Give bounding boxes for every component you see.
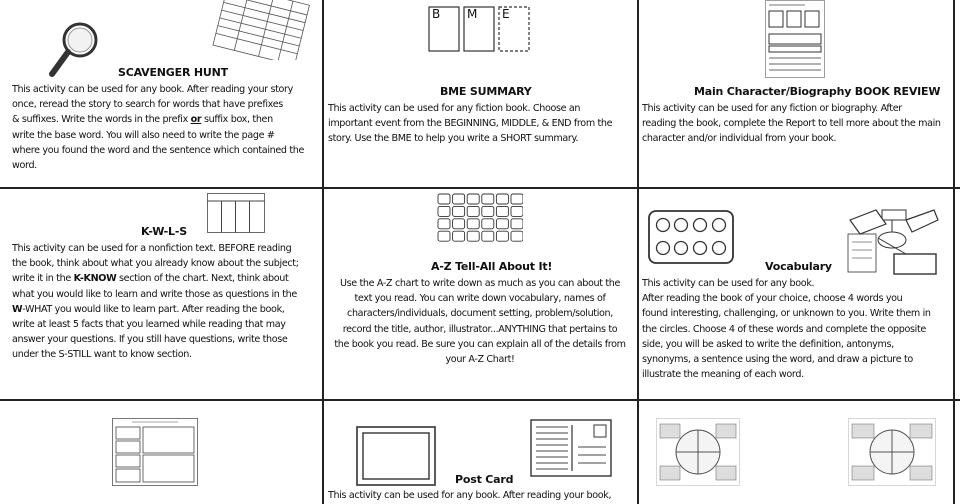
text-line: answer your questions. If you still have questions, write those — [12, 334, 288, 346]
a-z-description — [324, 276, 636, 367]
a-z-box — [496, 219, 508, 229]
column-divider-3 — [953, 0, 955, 504]
text-line: This activity can be used for any book. — [642, 278, 815, 289]
text-line: synonyms, a sentence using the word, and draw a picture to — [642, 354, 913, 366]
text-line: write the base word. You will also need to write the page # — [12, 129, 275, 141]
column-divider-1 — [322, 0, 324, 504]
text-line: write at least 5 facts that you learned while reading that may — [12, 319, 286, 331]
emphasis-k-know: K-KNOW — [73, 273, 117, 285]
text-line: text you read. You can write down vocabulary, names of — [354, 293, 606, 305]
picture-frame-thumbnail — [356, 426, 436, 486]
text-line: character and/or individual from your book. — [642, 133, 837, 145]
text-line: This activity can be used for any book. After reading your story — [12, 84, 293, 95]
bme-letter-e: E — [502, 7, 510, 21]
bme-letter-m: M — [467, 7, 478, 21]
text-line — [12, 271, 322, 286]
a-z-box — [453, 206, 465, 216]
circle-organizer-thumbnail-2 — [848, 418, 936, 486]
story-map-thumbnail — [112, 418, 198, 486]
text-line: reading the book, complete the Report to tell more about the main — [642, 118, 941, 130]
word-chart-thumbnail — [210, 0, 310, 60]
row-divider-2 — [0, 399, 960, 401]
bme-summary-title: BME SUMMARY — [440, 85, 532, 98]
text-line: the circles. Choose 4 of these words and complete the opposite — [642, 323, 926, 335]
magnifying-glass-icon — [44, 18, 104, 82]
a-z-box — [453, 194, 465, 204]
scavenger-hunt-title: SCAVENGER HUNT — [118, 66, 228, 79]
text-line — [12, 302, 322, 317]
text-line: side, you will be asked to write the definition, antonyms, — [642, 338, 894, 350]
a-z-box — [438, 231, 450, 241]
vocabulary-description — [642, 276, 954, 382]
kwls-description — [12, 241, 322, 363]
column-divider-2 — [637, 0, 639, 504]
text-segment: & suffixes. Write the words in the prefix — [12, 114, 191, 126]
text-line: This activity can be used for a nonfiction text. BEFORE reading — [12, 243, 292, 254]
emphasis-or: or — [190, 114, 202, 126]
text-segment: write it in the — [12, 273, 74, 285]
text-line: what you would like to learn and write those as questions in the — [12, 288, 297, 300]
scavenger-hunt-description — [12, 82, 322, 173]
a-z-box — [467, 231, 479, 241]
vocabulary-circles-thumbnail — [648, 210, 734, 264]
text-line: Use the A-Z chart to write down as much as you can about the — [339, 278, 621, 289]
a-z-chart-thumbnail — [437, 193, 523, 243]
a-z-box — [438, 206, 450, 216]
text-line: This activity can be used for any fiction or biography. After — [642, 103, 902, 114]
circle-organizer-thumbnail-1 — [656, 418, 740, 486]
main-character-title: Main Character/Biography BOOK REVIEW — [694, 85, 941, 98]
text-line: important event from the BEGINNING, MIDDLE, & END from the — [328, 118, 613, 130]
bme-summary-description — [328, 101, 634, 147]
a-z-title: A-Z Tell-All About It! — [431, 260, 553, 273]
bme-chart-thumbnail — [428, 6, 530, 52]
bme-letter-b: B — [432, 7, 441, 21]
text-line: This activity can be used for any fiction book. Choose an — [328, 103, 581, 114]
post-card-description — [328, 488, 640, 503]
a-z-box — [482, 206, 494, 216]
book-review-thumbnail — [765, 0, 825, 78]
text-line — [12, 112, 322, 127]
a-z-box — [453, 231, 465, 241]
a-z-box — [482, 231, 494, 241]
a-z-box — [482, 194, 494, 204]
text-line: characters/individuals, document setting, problem/solution, — [347, 308, 613, 320]
kwls-chart-thumbnail — [207, 193, 265, 233]
text-line: story. Use the BME to help you write a SHORT summary. — [328, 133, 579, 145]
a-z-box — [438, 194, 450, 204]
a-z-box — [496, 206, 508, 216]
text-line: word. — [12, 160, 37, 172]
a-z-box — [511, 219, 523, 229]
postcard-thumbnail — [530, 419, 612, 477]
a-z-box — [482, 219, 494, 229]
text-line: once, reread the story to search for words that have prefixes — [12, 99, 283, 111]
text-line: the book you read. Be sure you can explain all of the details from — [334, 338, 626, 350]
row-divider-1 — [0, 187, 960, 189]
post-card-title: Post Card — [455, 473, 514, 486]
a-z-box — [511, 194, 523, 204]
a-z-box — [467, 219, 479, 229]
a-z-box — [438, 219, 450, 229]
text-line: record the title, author, illustrator...ANYTHING that pertains to — [342, 323, 618, 335]
emphasis-w: W — [12, 303, 23, 315]
main-character-description — [642, 101, 952, 147]
text-line: the book, think about what you already know about the subject; — [12, 258, 299, 270]
a-z-box — [511, 206, 523, 216]
text-line: where you found the word and the sentence which contained the — [12, 144, 305, 156]
a-z-box — [467, 206, 479, 216]
vocabulary-title: Vocabulary — [765, 260, 832, 273]
text-line: your A-Z Chart! — [445, 354, 515, 366]
text-line: found interesting, challenging, or unknown to you. Write them in — [642, 308, 931, 320]
text-line: illustrate the meaning of each word. — [642, 369, 804, 381]
a-z-box — [453, 219, 465, 229]
text-segment: section of the chart. Next, think about — [116, 273, 289, 285]
text-line: After reading the book of your choice, choose 4 words you — [642, 293, 903, 305]
text-line: under the S-STILL want to know section. — [12, 349, 192, 361]
kwls-title: K-W-L-S — [141, 225, 187, 238]
text-segment: suffix box, then — [203, 114, 273, 126]
text-line: This activity can be used for any book. After reading your book, — [328, 490, 612, 501]
text-segment: -WHAT you would like to learn part. After reading the book, — [22, 303, 285, 315]
a-z-box — [511, 231, 523, 241]
a-z-box — [496, 231, 508, 241]
a-z-box — [467, 194, 479, 204]
a-z-box — [496, 194, 508, 204]
vocabulary-map-thumbnail — [846, 206, 942, 280]
